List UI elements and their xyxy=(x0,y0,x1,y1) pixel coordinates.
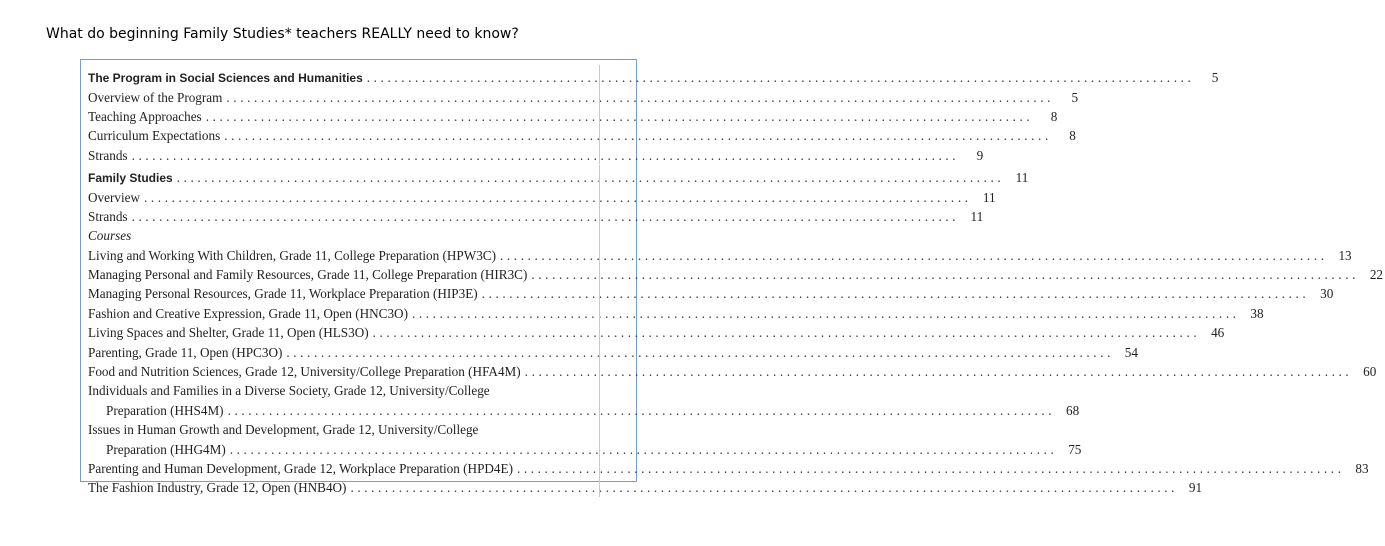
toc-entry-title: Issues in Human Growth and Development, Grade 12, University/College xyxy=(88,422,479,438)
slide-title: What do beginning Family Studies* teachers REALLY need to know? xyxy=(46,26,519,42)
toc-page-number: 5 xyxy=(1211,70,1219,86)
page-column-divider xyxy=(599,223,600,244)
dot-leader: ........................................................................................................................ xyxy=(350,480,1179,496)
dot-leader: ........................................................................................................................ xyxy=(227,402,1056,418)
toc-entry xyxy=(88,436,1082,457)
toc-page-number: 60 xyxy=(1363,364,1377,380)
toc-entry-title: The Fashion Industry, Grade 12, Open (HNB4O) xyxy=(88,480,347,496)
toc-entry xyxy=(88,204,984,224)
dot-leader: ........................................................................................................................ xyxy=(286,344,1114,360)
toc-entry-title: Teaching Approaches xyxy=(88,108,202,124)
toc-page-number: 8 xyxy=(1069,128,1076,144)
toc-page-number: 5 xyxy=(1071,89,1079,105)
toc-entry-title: Overview xyxy=(88,189,140,205)
toc-entry-title: Parenting and Human Development, Grade 12, Workplace Preparation (HPD4E) xyxy=(88,461,513,476)
toc-entry xyxy=(88,104,1058,124)
toc-entry-title: Family Studies xyxy=(88,171,173,186)
toc-entry-title: Strands xyxy=(88,208,128,224)
toc-entry-title: Living Spaces and Shelter, Grade 11, Open (HLS3O) xyxy=(88,325,369,341)
page-column-divider xyxy=(599,378,600,399)
toc-entry xyxy=(88,281,1334,302)
toc-entry xyxy=(88,339,1138,360)
dot-leader: ........................................................................................................................ xyxy=(366,70,1195,86)
toc-page-number: 54 xyxy=(1124,344,1138,360)
dot-leader: ........................................................................................................................ xyxy=(205,108,1034,124)
toc-entry xyxy=(88,475,1203,496)
toc-page-number: 75 xyxy=(1068,441,1082,457)
toc-entry-title: Managing Personal and Family Resources, Grade 11, College Preparation (HIR3C) xyxy=(88,267,528,283)
toc-page-number: 30 xyxy=(1320,286,1334,302)
toc-entry-title: Overview of the Program xyxy=(88,89,223,105)
toc-entry-title: Food and Nutrition Sciences, Grade 12, University/College Preparation (HFA4M) xyxy=(88,364,521,380)
page-column-divider xyxy=(599,104,600,125)
dot-leader: ........................................................................................................................ xyxy=(131,208,960,224)
toc-entry xyxy=(88,417,630,436)
dot-leader: ........................................................................................................................ xyxy=(144,189,972,205)
toc-entry xyxy=(88,143,984,163)
page-column-divider xyxy=(599,281,600,302)
page-column-divider xyxy=(599,165,600,186)
toc-entry-title: Parenting, Grade 11, Open (HPC3O) xyxy=(88,344,283,360)
toc-entry-title: Courses xyxy=(88,228,132,244)
toc-page-number: 13 xyxy=(1338,247,1352,263)
page-column-divider xyxy=(599,84,600,105)
toc-entry xyxy=(88,243,1352,263)
page-column-divider xyxy=(599,398,600,419)
toc-entry-title: Individuals and Families in a Diverse Society, Grade 12, University/College xyxy=(88,383,490,399)
page-column-divider xyxy=(599,243,600,264)
toc-entry xyxy=(88,65,1219,86)
dot-leader: ........................................................................................................................ xyxy=(226,89,1055,105)
toc-page-number: 91 xyxy=(1188,480,1203,496)
dot-leader: ........................................................................................................................ xyxy=(372,325,1201,341)
toc-page-number: 11 xyxy=(982,189,996,205)
page-column-divider xyxy=(599,456,600,477)
toc-page-number: 83 xyxy=(1355,461,1369,476)
page-column-divider xyxy=(599,436,600,457)
page-column-divider xyxy=(599,301,600,322)
toc-entry xyxy=(88,456,1369,476)
toc-entry xyxy=(88,223,630,242)
page-column-divider xyxy=(599,65,600,86)
page-column-divider xyxy=(599,262,600,283)
toc-page-number: 8 xyxy=(1050,108,1058,124)
page-column-divider xyxy=(599,475,600,496)
toc-page-number: 38 xyxy=(1250,305,1264,321)
dot-leader: ........................................................................................................................ xyxy=(131,147,960,163)
page-column-divider xyxy=(599,143,600,164)
toc-entry xyxy=(88,378,630,397)
toc-entry-title: Strands xyxy=(88,147,128,163)
toc-entry xyxy=(88,320,1225,341)
page-column-divider xyxy=(599,417,600,438)
toc-entry xyxy=(88,123,1076,144)
page-column-divider xyxy=(599,184,600,205)
toc-list xyxy=(88,65,1383,496)
toc-entry-title: Curriculum Expectations xyxy=(88,128,221,144)
toc-page-number: 22 xyxy=(1369,267,1383,283)
toc-entry-title: Preparation (HHG4M) xyxy=(106,441,226,457)
toc-page-number: 11 xyxy=(970,208,984,224)
dot-leader: ........................................................................................................................ xyxy=(224,128,1052,144)
dot-leader: ........................................................................................................................ xyxy=(176,170,1005,186)
page-column-divider xyxy=(599,204,600,225)
page-column-divider xyxy=(599,339,600,360)
toc-entry-title: Managing Personal Resources, Grade 11, Workplace Preparation (HIP3E) xyxy=(88,286,478,302)
toc-entry xyxy=(88,84,1079,105)
toc-entry xyxy=(88,262,1383,283)
toc-page-number: 9 xyxy=(976,147,984,163)
page-column-divider xyxy=(599,123,600,144)
toc-entry xyxy=(88,301,1264,321)
toc-page-number: 68 xyxy=(1066,402,1080,418)
toc-entry-title: Preparation (HHS4M) xyxy=(106,402,224,418)
table-of-contents xyxy=(80,59,1383,496)
toc-page-number: 46 xyxy=(1211,325,1225,341)
toc-entry xyxy=(88,165,1029,186)
toc-entry xyxy=(88,359,1377,380)
dot-leader: ........................................................................................................................ xyxy=(516,461,1345,476)
toc-page-number: 11 xyxy=(1015,170,1029,186)
toc-entry-title: Fashion and Creative Expression, Grade 11, Open (HNC3O) xyxy=(88,305,408,321)
toc-entry-title: Living and Working With Children, Grade 11, College Preparation (HPW3C) xyxy=(88,247,496,263)
dot-leader: ........................................................................................................................ xyxy=(481,286,1310,302)
dot-leader: ........................................................................................................................ xyxy=(524,364,1353,380)
dot-leader: ........................................................................................................................ xyxy=(500,247,1328,263)
toc-entry xyxy=(88,398,1080,418)
toc-entry-title: The Program in Social Sciences and Humanities xyxy=(88,71,363,86)
page-column-divider xyxy=(599,320,600,341)
page-column-divider xyxy=(599,359,600,380)
toc-entry xyxy=(88,184,996,205)
dot-leader: ........................................................................................................................ xyxy=(531,267,1359,283)
dot-leader: ........................................................................................................................ xyxy=(229,441,1058,457)
dot-leader: ........................................................................................................................ xyxy=(411,305,1240,321)
